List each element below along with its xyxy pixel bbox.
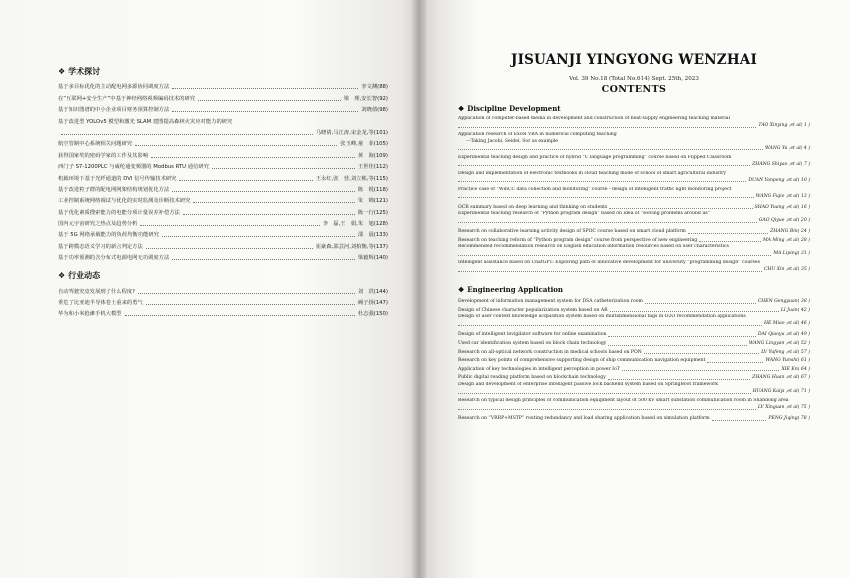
- entry-authors: 马晓倩,马江涛,宋金龙,等(101): [315, 129, 388, 136]
- entry-authors: WANG Fujie ,et al( 13 ): [755, 193, 810, 199]
- entry-authors: LV Xinguan ,et al( 75 ): [757, 404, 810, 410]
- leader-dots: [172, 88, 358, 89]
- leader-dots: [699, 241, 761, 242]
- entry-author-line: [458, 267, 810, 274]
- toc-entry[interactable]: [58, 205, 388, 216]
- entry-title: Research on “VRRP+MSTP” routing redundancy and load sharing application based on simulation platform: [458, 415, 710, 421]
- entry-title: Research on teaching reform of “Python program design” course from perspective of new engineering: [458, 237, 698, 243]
- toc-entry[interactable]: [458, 314, 810, 328]
- toc-entry[interactable]: [458, 382, 810, 396]
- entry-authors: 崔豪森,邵芸河,刘柏衡,等(137): [315, 243, 388, 250]
- entry-authors: WANG Lingyan ,et al( 52 ): [748, 341, 810, 347]
- entry-title: Design and development of enterprise intelligent passive lock backend system based on SpringBoot framework: [458, 381, 719, 387]
- entry-title: 获得国家奖的密码学家的工作及其影响: [58, 152, 149, 159]
- entry-title: Experimental teaching research of “Python program design” based on idea of “solving problems around us”: [458, 211, 710, 217]
- entry-title: Design of user context knowledge acquisition system based on multidimensional tags in O2O recommendation applications: [458, 314, 746, 320]
- entry-authors: CHU Xin ,et al( 35 ): [763, 267, 810, 273]
- leader-dots: [146, 304, 355, 305]
- entry-title: 基于知识图谱的中小企业项目财务预算控制方法: [58, 107, 170, 114]
- diamond-icon: ❖: [58, 67, 66, 76]
- toc-entry[interactable]: [58, 296, 388, 307]
- entry-title: Application research of Excel VBA in numerical computing teaching: [458, 131, 617, 137]
- diamond-icon: ❖: [58, 271, 66, 281]
- toc-entry[interactable]: [58, 103, 388, 114]
- leader-dots: [458, 165, 750, 166]
- right-sections: [458, 104, 810, 423]
- left-toc: [58, 66, 388, 318]
- section-spacer: [58, 262, 388, 270]
- book-gutter: [412, 0, 426, 578]
- entry-authors: DAI Qiaoyu ,et al( 49 ): [757, 332, 810, 338]
- entry-authors: 李 磊,王 娟,朱 旭(128): [322, 221, 388, 228]
- toc-entry[interactable]: [58, 171, 388, 182]
- toc-entry[interactable]: [458, 211, 810, 225]
- entry-title: 基于跨模态语义学习的新言判定方法: [58, 243, 143, 250]
- toc-entry[interactable]: [458, 132, 810, 152]
- entry-authors: 李文渊(88): [361, 84, 388, 91]
- entry-subtitle: —Taking Jacobi, Seidel, Sor as example: [466, 138, 558, 144]
- diamond-icon: ❖: [458, 104, 465, 113]
- leader-dots: [707, 362, 763, 363]
- entry-authors: 张玉峰,童 菲(105): [340, 141, 388, 148]
- entry-title: 基于优化素质搜索能力的电能分项计量误差补偿方法: [58, 209, 180, 216]
- toc-entry[interactable]: [58, 251, 388, 262]
- entry-authors: 梁 理,安长智(92): [343, 95, 388, 102]
- entry-author-line: [458, 161, 810, 168]
- entry-authors: 刘晓倩(98): [361, 107, 388, 114]
- journal-title: JISUANJI YINGYONG WENZHAI: [510, 52, 757, 68]
- section-heading-text: Engineering Application: [467, 285, 564, 295]
- entry-authors: MA Ming ,et al( 28 ): [762, 237, 810, 243]
- toc-entry[interactable]: [58, 126, 388, 137]
- toc-entry[interactable]: [458, 398, 810, 412]
- left-page: [0, 0, 418, 578]
- entry-title: Research on all-optical network construction in medical schools based on PON: [458, 349, 642, 355]
- leader-dots: [212, 168, 355, 169]
- leader-dots: [172, 259, 355, 260]
- toc-entry[interactable]: [458, 348, 810, 357]
- entry-authors: PENG Jiqing( 78 ): [768, 415, 810, 421]
- leader-dots: [458, 271, 762, 272]
- leader-dots: [622, 370, 780, 371]
- entry-author-line: [458, 123, 810, 130]
- leader-dots: [458, 197, 754, 198]
- section-heading: [458, 285, 810, 294]
- entry-title: Experimental teaching design and practice of hybrid “C language programming” course based on Flipped Classroom: [458, 154, 732, 160]
- entry-authors: 邵 晨(133): [357, 232, 388, 239]
- entry-title: Application of computer-based media in development and construction of heat-supply engineering teaching material: [458, 116, 730, 121]
- entry-title: 工业控制系统网络调试与优化的实时监测及诊断技术研究: [58, 198, 191, 205]
- leader-dots: [125, 315, 355, 316]
- entry-title: Recommended recommendation research on English education information resources based on user characteristics: [458, 244, 729, 250]
- section-heading-text: 行业动态: [68, 271, 101, 281]
- toc-entry[interactable]: [58, 228, 388, 239]
- entry-title: 西门子 S7-1200PLC 与威纶通变频器的 Modbus RTU 通信研究: [58, 164, 209, 171]
- entry-title: Application of key technologies in intelligent perception in power IoT: [458, 366, 620, 372]
- entry-author-line: [458, 177, 810, 184]
- toc-entry[interactable]: [458, 227, 810, 236]
- entry-title: 基于改进粒子群的配电网网架结构规划优化方法: [58, 186, 170, 193]
- leader-dots: [183, 214, 355, 215]
- entry-authors: ZHANG Shiyao ,et al( 7 ): [752, 161, 810, 167]
- toc-entry[interactable]: [458, 339, 810, 348]
- entry-author-line: [458, 218, 810, 225]
- entry-authors: GAO Qiyue ,et al( 20 ): [758, 218, 810, 224]
- entry-title: Used car identification system based on block chain technology: [458, 341, 607, 347]
- leader-dots: [458, 409, 756, 410]
- leader-dots: [608, 345, 746, 346]
- entry-title: OCR summary based on deep learning and thinking on students: [458, 204, 608, 210]
- entry-authors: ZHANG Huan ,et al( 67 ): [752, 375, 810, 381]
- volume-line: Vol. 39 No.18 (Total No.614) Sept. 25th, 2023: [569, 76, 699, 82]
- leader-dots: [688, 233, 768, 234]
- entry-authors: XIE En( 64 ): [781, 366, 810, 372]
- entry-authors: CHEN Gengyuan( 38 ): [757, 299, 810, 305]
- leader-dots: [458, 393, 751, 394]
- toc-entry[interactable]: [458, 187, 810, 201]
- entry-authors: SHAO Yuang ,et al( 16 ): [754, 204, 810, 210]
- entry-authors: TAO Xinying ,et al( 1 ): [758, 123, 810, 128]
- leader-dots: [458, 149, 763, 150]
- leader-dots: [645, 303, 756, 304]
- leader-dots: [458, 222, 757, 223]
- section-heading-text: 学术探讨: [68, 67, 101, 76]
- entry-spacer: [458, 274, 810, 276]
- entry-author-line: [458, 145, 810, 152]
- section-heading-text: Discipline Development: [467, 104, 561, 113]
- entry-author-line: [458, 321, 810, 328]
- toc-entry[interactable]: [58, 307, 388, 318]
- toc-entry[interactable]: [458, 414, 810, 423]
- entry-title: Development of information management system for DSA catheterization room: [458, 299, 643, 305]
- toc-entry[interactable]: [58, 160, 388, 171]
- leader-dots: [172, 111, 358, 112]
- entry-title: Practice case of “WinCC data collection and monitoring” course - design of intelligent traffic light monitoring project: [458, 186, 732, 192]
- leader-dots: [198, 100, 341, 101]
- entry-authors: HE Miao ,et al( 46 ): [763, 321, 810, 327]
- toc-entry[interactable]: [58, 284, 388, 295]
- right-page: [418, 0, 850, 578]
- entry-authors: WANG Yunshi( 61 ): [765, 358, 810, 364]
- toc-entry[interactable]: [458, 306, 810, 315]
- entry-title: 基于 5G 网络承载能力的负荷均衡功能研究: [58, 232, 159, 239]
- toc-entry[interactable]: [458, 365, 810, 374]
- leader-dots: [179, 180, 312, 181]
- entry-title: 机载环境下基于光纤通道的 DVI 信号传输技术研究: [58, 175, 177, 182]
- leader-dots: [162, 236, 355, 237]
- entry-authors: 刘 洪(144): [357, 288, 388, 295]
- entry-authors: HUANG Kaiyi ,et al( 71 ): [752, 388, 810, 394]
- entry-authors: 杜志强(150): [357, 311, 388, 318]
- toc-entry[interactable]: [458, 171, 810, 185]
- toc-entry[interactable]: [58, 80, 388, 91]
- toc-entry[interactable]: [58, 148, 388, 159]
- entry-authors: 陈 锐(118): [357, 186, 388, 193]
- entry-title: 在“互联网+安全生产”中基于神经网络视频编码技术的研究: [58, 95, 196, 102]
- entry-title: 基于功率预测的含分布式电源电网无功调度方法: [58, 255, 170, 262]
- toc-entry[interactable]: [458, 116, 810, 130]
- toc-entry[interactable]: [458, 155, 810, 169]
- entry-authors: 阙子扬(147): [357, 300, 388, 307]
- leader-dots: [608, 336, 755, 337]
- entry-author-line: [458, 405, 810, 412]
- entry-title: Design of Chinese character popularization system based on AR: [458, 307, 608, 313]
- entry-authors: 梁毅辉(140): [357, 255, 388, 262]
- entry-title: Design of intelligent invigilator software for online examination: [458, 332, 607, 338]
- toc-entry[interactable]: [458, 236, 810, 245]
- entry-authors: WANG Ya ,et al( 4 ): [765, 145, 810, 151]
- leader-dots: [458, 325, 762, 326]
- section-heading: [458, 104, 810, 113]
- leader-dots: [712, 420, 767, 421]
- entry-authors: DUAN Yanpeng ,et al( 10 ): [748, 177, 810, 183]
- entry-authors: LI Juan( 42 ): [780, 307, 810, 313]
- entry-title: 基于多目标优化的主动配电网多源协同调度方法: [58, 84, 170, 91]
- entry-authors: LV Yufeng ,et al( 57 ): [761, 349, 810, 355]
- section-heading: [58, 66, 388, 77]
- toc-entry[interactable]: [458, 244, 810, 258]
- entry-authors: 王永红,张 营,刘立彬,等(115): [315, 175, 388, 182]
- toc-entry[interactable]: [458, 203, 810, 212]
- leader-dots: [644, 353, 760, 354]
- toc-entry[interactable]: [58, 194, 388, 205]
- entry-title: Research on key points of comprehensive supporting design of ship communication navigation equipment: [458, 358, 706, 364]
- entry-title: Research on typical design principles of communication equipment layout of 500 kV smart substation communication room in Shandong area: [458, 397, 789, 403]
- leader-dots: [458, 255, 771, 256]
- entry-title: 基于改进型 YOLOv5 模型和激光 SLAM 建图提高森林火灾应对能力的研究: [58, 118, 233, 125]
- leader-dots: [172, 191, 355, 192]
- leader-dots: [146, 248, 313, 249]
- entry-authors: 黄 海(109): [357, 152, 388, 159]
- leader-dots: [140, 225, 319, 226]
- section-heading: [58, 270, 388, 281]
- toc-entry[interactable]: [458, 297, 810, 306]
- toc-entry[interactable]: [58, 91, 388, 102]
- entry-authors: 陈一行(125): [357, 209, 388, 216]
- entry-title: Public digital reading platform based on blockchain technology: [458, 375, 606, 381]
- entry-author-line: [458, 389, 810, 396]
- entry-title: 国内元宇宙研究之热点及趋势分析: [58, 221, 138, 228]
- toc-entry[interactable]: [458, 330, 810, 339]
- entry-authors: 王世佳(112): [357, 164, 388, 171]
- entry-title: 自动驾驶究竟发展到了什么程度?: [58, 288, 135, 295]
- leader-dots: [151, 157, 355, 158]
- toc-entry[interactable]: [58, 217, 388, 228]
- toc-entry[interactable]: [458, 356, 810, 365]
- diamond-icon: ❖: [458, 285, 465, 295]
- leader-dots: [61, 134, 313, 135]
- leader-dots: [610, 311, 779, 312]
- toc-entry[interactable]: [58, 183, 388, 194]
- leader-dots: [138, 293, 355, 294]
- entry-author-line: [458, 251, 810, 258]
- leader-dots: [458, 127, 756, 128]
- entry-authors: MA Liping( 31 ): [773, 251, 810, 257]
- toc-entry[interactable]: [458, 373, 810, 382]
- toc-entry[interactable]: [58, 114, 388, 125]
- entry-title: Design and implementation of electronic textbooks in cloud teaching mode of school of smart agricultural industry: [458, 170, 726, 176]
- entry-author-line: [458, 193, 810, 200]
- entry-title: Intelligent assistance based on ChatGPT: Exploring path of innovative development for university “programming design” courses: [458, 260, 760, 266]
- entry-title: 航空管制中心系统相关问题研究: [58, 141, 133, 148]
- leader-dots: [135, 145, 337, 146]
- leader-dots: [608, 379, 750, 380]
- right-toc: [458, 52, 810, 423]
- toc-entry[interactable]: [458, 260, 810, 274]
- entry-authors: ZHANG Bin( 24 ): [770, 229, 810, 235]
- leader-dots: [458, 181, 746, 182]
- toc-entry[interactable]: [58, 137, 388, 148]
- toc-entry[interactable]: [58, 239, 388, 250]
- entry-title: 垂危了比亚迪半导体卷土重来的勇气: [58, 300, 143, 307]
- entry-title: Research on collaborative learning activity design of SPOC course based on smart cloud platform: [458, 229, 686, 235]
- entry-authors: 朱 锦(121): [357, 198, 388, 205]
- contents-heading: CONTENTS: [601, 84, 667, 95]
- leader-dots: [193, 202, 354, 203]
- entry-title: 华为和小米抢滩手机大模型: [58, 311, 122, 318]
- leader-dots: [609, 208, 752, 209]
